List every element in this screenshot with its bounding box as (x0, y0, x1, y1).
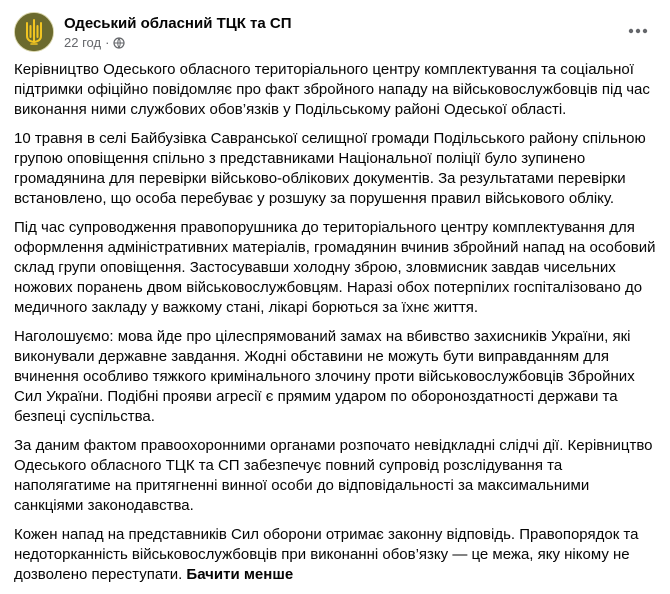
post-text (14, 60, 656, 594)
more-options-button[interactable] (620, 13, 656, 49)
globe-icon (113, 37, 125, 49)
post-paragraph-6 (14, 525, 656, 585)
page-avatar[interactable] (14, 12, 54, 52)
post-paragraph-6-text: Кожен напад на представників Сил оборони отримає законну відповідь. Правопорядок та недоторканність військовослужбовців при виконанні обов’язку — це межа, яку нікому не дозволено переступати. (14, 526, 639, 583)
post-header (14, 11, 656, 53)
post-paragraph-2: 10 травня в селі Байбузівка Савранської селищної громади Подільського району спільною групою оповіщення спільно з представниками Національної поліції було зупинено громадянина для перевірки військово-облікових документів. За результатами перевірки встановлено, що особа перебуває у розшуку за порушення правил військового обліку. (14, 130, 646, 207)
post-subline (64, 35, 292, 51)
post-paragraph-3: Під час супроводження правопорушника до територіального центру комплектування для оформлення адміністративних матеріалів, громадянин вчинив збройний напад на особовий склад групи оповіщення. Застосувавши холодну зброю, зловмисник завдав чисельних ножових поранень двом військовослужбовцям. Наразі обох потерпілих госпіталізовано до медичного закладу у важкому стані, лікарі борються за їхнє життя. (14, 219, 656, 316)
see-less-link[interactable]: Бачити менше (186, 566, 294, 583)
trident-emblem-icon (14, 12, 54, 52)
post-meta (64, 14, 292, 51)
post-paragraph-5: За даним фактом правоохоронними органами розпочато невідкладні слідчі дії. Керівництво Одеського обласного ТЦК та СП забезпечує повний супровід розслідування та наполягатиме на притягненні винної особи до відповідальності за максимальними санкціями законодавства. (14, 437, 653, 514)
post-paragraph-1: Керівництво Одеського обласного територіального центру комплектування та соціальної підтримки офіційно повідомляє про факт збройного нападу на військовослужбовців під час виконання ними службових обов’язків у Подільському районі Одеської області. (14, 61, 650, 118)
more-horizontal-icon (628, 28, 648, 34)
post-timestamp[interactable]: 22 год (64, 34, 102, 50)
page-name-link[interactable]: Одеський обласний ТЦК та СП (64, 14, 292, 32)
post-paragraph-4: Наголошуємо: мова йде про цілеспрямований замах на вбивство захисників України, які виконували державне завдання. Жодні обставини не можуть бути виправданням для вчинення особливо тяжкого кримінального злочину проти військовослужбовців Збройних Сил України. Подібні прояви агресії є прямим ударом по обороноздатності держави та безпеці суспільства. (14, 328, 635, 425)
separator-dot: · (105, 34, 110, 50)
